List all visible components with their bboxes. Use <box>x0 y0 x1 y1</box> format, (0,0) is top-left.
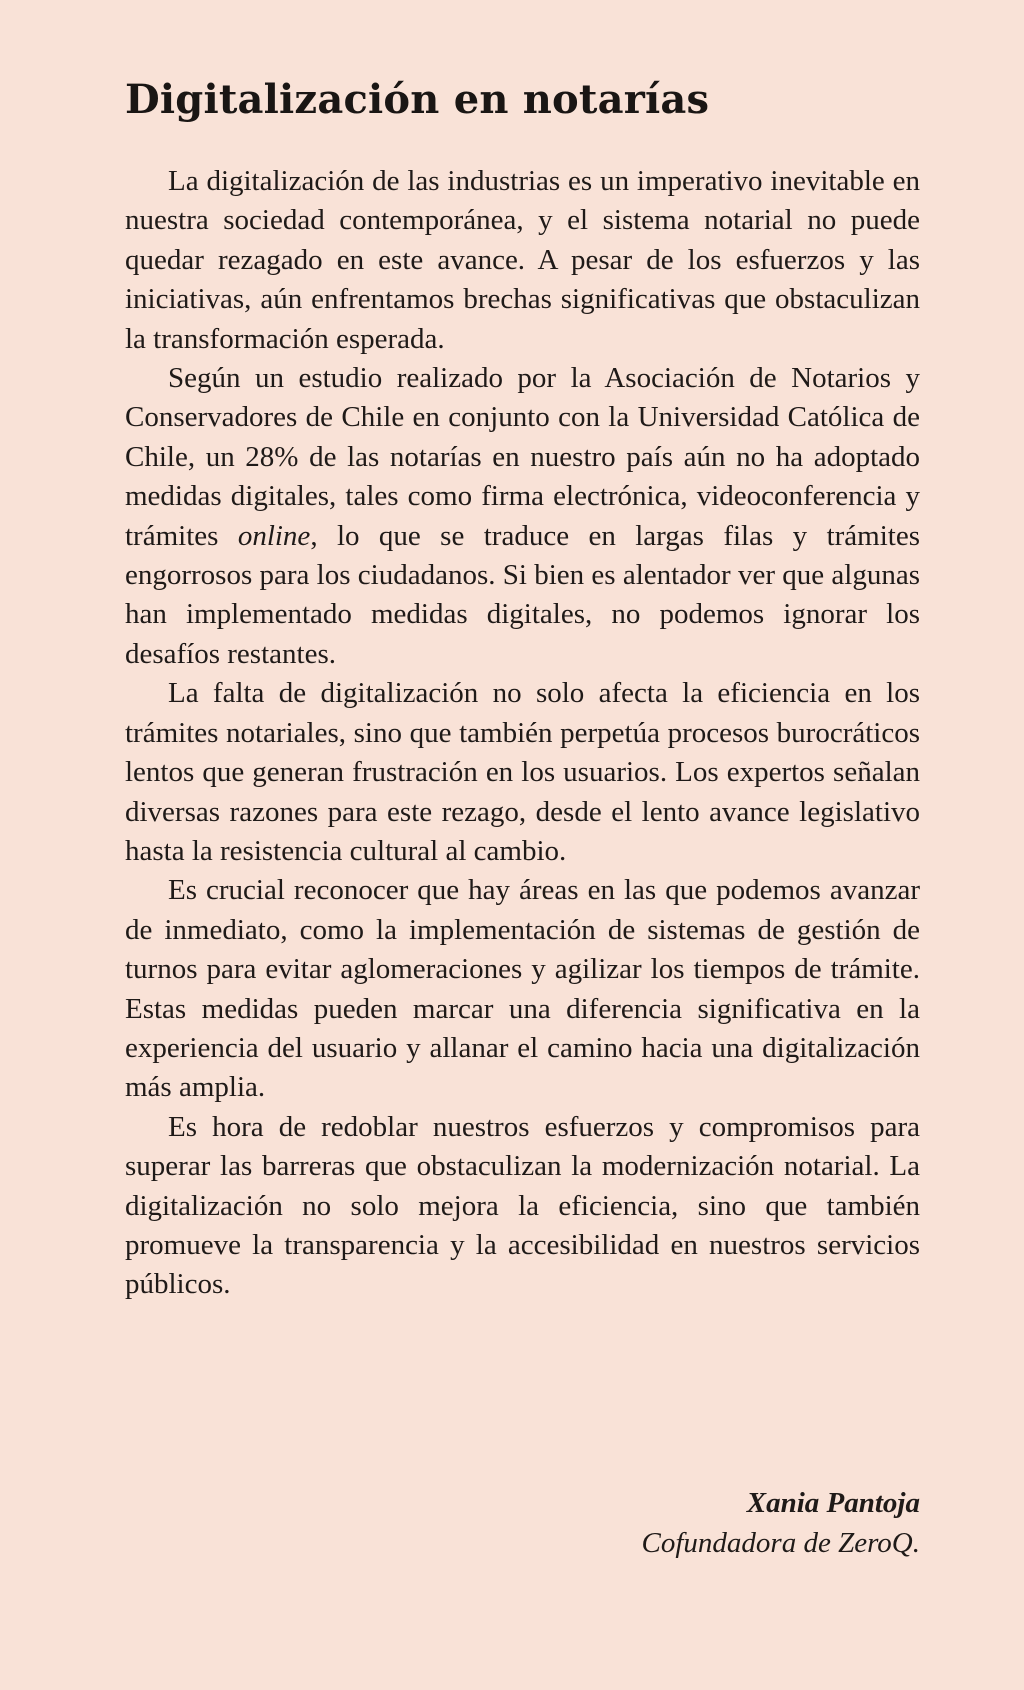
paragraph-2-text-start: Según un estudio realizado por la Asociación de Notarios y Conservadores de Chile en conjunto con la Universidad Católica de Chile, un 28% de las notarías en nuestro país aún no ha adoptado medidas digitales, tales como firma electrónica, videoconferencia y trámites <box>125 362 920 552</box>
paragraph-5: Es hora de redoblar nuestros esfuerzos y compromisos para superar las barreras que obstaculizan la modernización notarial. La digitalización no solo mejora la eficiencia, sino que también promueve la transparencia y la accesibilidad en nuestros servicios públicos. <box>125 1110 920 1301</box>
paragraph-2-italic-term: online <box>237 519 311 552</box>
signature-block <box>642 1483 920 1563</box>
paragraph-2 <box>125 359 920 674</box>
article-body <box>125 162 920 1305</box>
article-title: Digitalización en notarías <box>125 76 710 123</box>
signature-author: Xania Pantoja <box>746 1487 920 1519</box>
paragraph-1: La digitalización de las industrias es un imperativo inevitable en nuestra sociedad contemporánea, y el sistema notarial no puede quedar rezagado en este avance. A pesar de los esfuerzos y las iniciativas, aún enfrentamos brechas significativas que obstaculizan la transformación esperada. <box>125 165 920 355</box>
signature-role: Cofundadora de ZeroQ. <box>641 1527 920 1559</box>
paragraph-4: Es crucial reconocer que hay áreas en las que podemos avanzar de inmediato, como la implementación de sistemas de gestión de turnos para evitar aglomeraciones y agilizar los tiempos de trámite. Estas medidas pueden marcar una diferencia significativa en la experiencia del usuario y allanar el camino hacia una digitalización más amplia. <box>125 874 920 1104</box>
paragraph-3: La falta de digitalización no solo afecta la eficiencia en los trámites notariales, sino que también perpetúa procesos burocráticos lentos que generan frustración en los usuarios. Los expertos señalan diversas razones para este rezago, desde el lento avance legislativo hasta la resistencia cultural al cambio. <box>125 677 920 867</box>
paragraph-2-text-end: , lo que se traduce en largas filas y trámites engorrosos para los ciudadanos. Si bien es alentador ver que algunas han implementado medidas digitales, no podemos ignorar los desafíos restantes. <box>125 519 920 670</box>
